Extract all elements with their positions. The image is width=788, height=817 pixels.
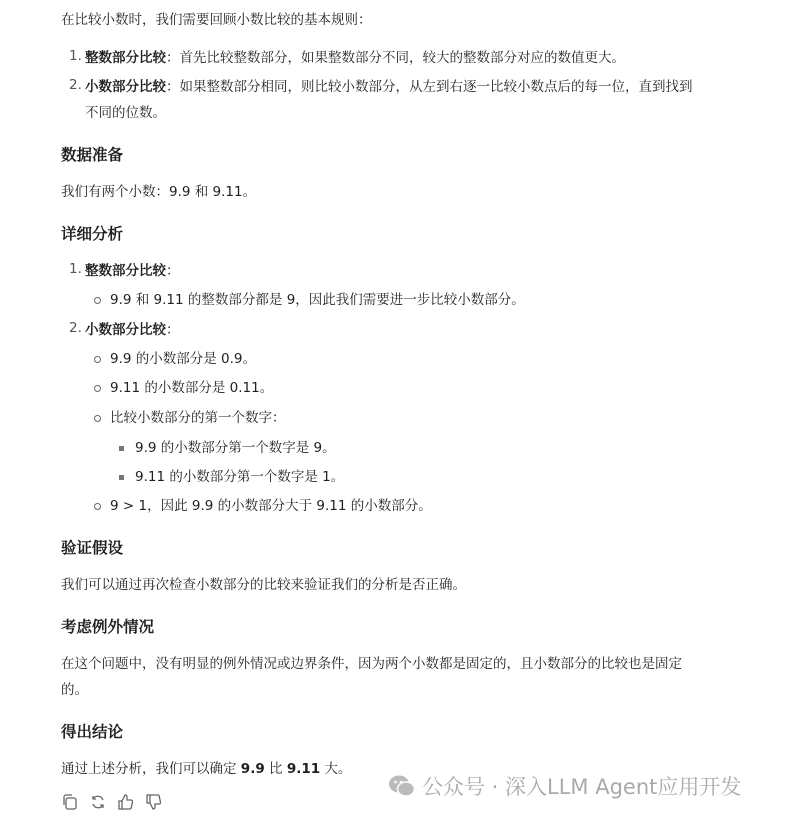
regenerate-icon[interactable] — [89, 793, 107, 811]
value-b: 9.11 — [286, 761, 321, 777]
list-number: 2. — [69, 77, 82, 93]
bullet-circle — [94, 356, 101, 363]
bullet-circle — [94, 415, 101, 422]
text: 比 — [264, 761, 287, 777]
rule-item — [85, 77, 693, 97]
section-heading: 考虑例外情况 — [61, 618, 155, 636]
sub-item: 9.9 的小数部分是 0.9。 — [110, 351, 257, 367]
list-number: 1. — [69, 261, 82, 277]
value-a: 9.9 — [240, 761, 265, 777]
message-actions — [61, 793, 163, 811]
rule-title: 小数部分比较 — [85, 79, 166, 95]
section-heading: 数据准备 — [61, 146, 124, 164]
rule-title: 整数部分比较 — [85, 50, 166, 66]
colon: ： — [166, 322, 180, 338]
text: 通过上述分析，我们可以确定 — [61, 761, 241, 777]
sub-sub-item: 9.11 的小数部分第一个数字是 1。 — [135, 469, 345, 485]
item-title: 整数部分比较 — [85, 263, 166, 279]
bullet-circle — [94, 503, 101, 510]
rule-text: ：首先比较整数部分，如果整数部分不同，较大的整数部分对应的数值更大。 — [166, 50, 625, 66]
list-number: 2. — [69, 320, 82, 336]
thumbs-up-icon[interactable] — [117, 793, 135, 811]
list-number: 1. — [69, 48, 82, 64]
copy-icon[interactable] — [61, 793, 79, 811]
sub-item: 9 > 1，因此 9.9 的小数部分大于 9.11 的小数部分。 — [110, 498, 432, 514]
wechat-icon — [388, 774, 416, 798]
section-text: 我们可以通过再次检查小数部分的比较来验证我们的分析是否正确。 — [61, 577, 466, 593]
sub-item: 比较小数部分的第一个数字： — [110, 410, 286, 426]
sub-item: 9.9 和 9.11 的整数部分都是 9，因此我们需要进一步比较小数部分。 — [110, 292, 525, 308]
text: 大。 — [320, 761, 352, 777]
bullet-circle — [94, 297, 101, 304]
sub-sub-item: 9.9 的小数部分第一个数字是 9。 — [135, 440, 336, 456]
analysis-item — [85, 320, 180, 340]
bullet-circle — [94, 385, 101, 392]
section-heading: 详细分析 — [61, 225, 124, 243]
item-title: 小数部分比较 — [85, 322, 166, 338]
conclusion-text — [61, 759, 351, 779]
section-heading: 验证假设 — [61, 539, 124, 557]
rule-text: ：如果整数部分相同，则比较小数部分，从左到右逐一比较小数点后的每一位，直到找到 — [166, 79, 693, 95]
analysis-item — [85, 261, 180, 281]
sub-item: 9.11 的小数部分是 0.11。 — [110, 380, 274, 396]
section-heading: 得出结论 — [61, 723, 124, 741]
section-text: 我们有两个小数：9.9 和 9.11。 — [61, 184, 257, 200]
rule-text-cont: 不同的位数。 — [85, 105, 166, 121]
watermark-text: 公众号 · 深入LLM Agent应用开发 — [422, 775, 742, 799]
watermark — [388, 771, 741, 801]
colon: ： — [166, 263, 180, 279]
bullet-square — [119, 475, 124, 480]
section-text-cont: 的。 — [61, 682, 88, 698]
section-text: 在这个问题中，没有明显的例外情况或边界条件，因为两个小数都是固定的，且小数部分的比较也是固定 — [61, 656, 682, 672]
thumbs-down-icon[interactable] — [145, 793, 163, 811]
intro-text: 在比较小数时，我们需要回顾小数比较的基本规则： — [61, 12, 372, 28]
bullet-square — [119, 446, 124, 451]
rule-item — [85, 48, 625, 68]
